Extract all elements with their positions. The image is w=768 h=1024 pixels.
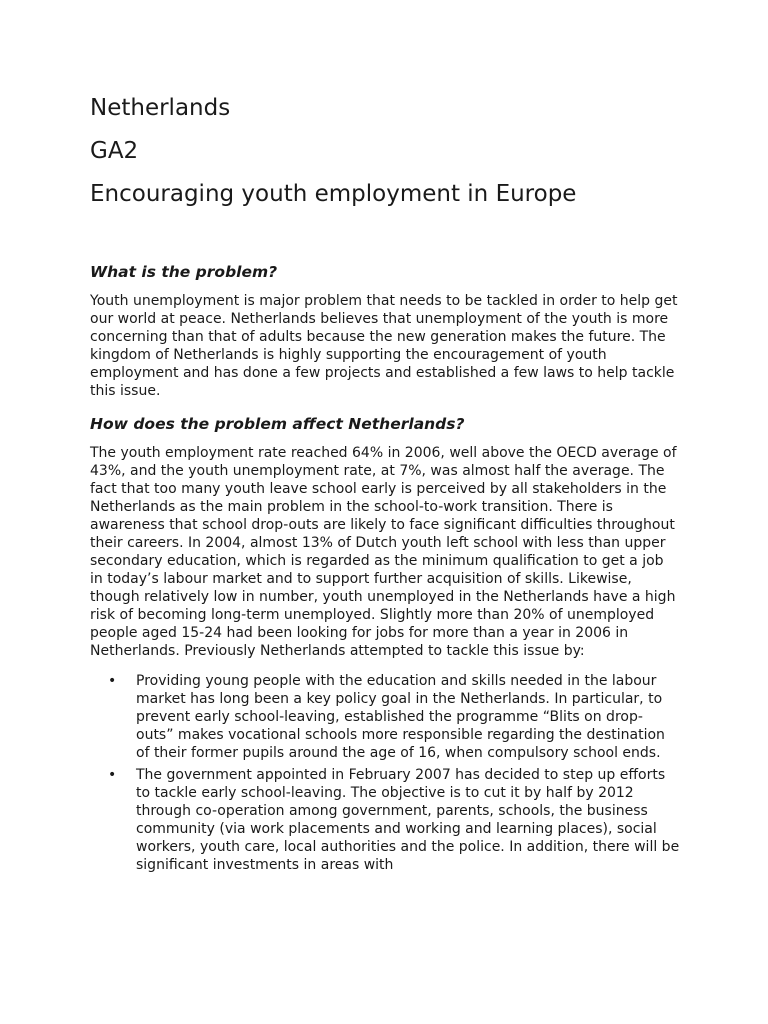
bullet-icon: • (108, 767, 117, 783)
list-item (90, 672, 680, 762)
country-title: Netherlands (90, 95, 231, 121)
title-spacer (90, 222, 728, 262)
topic-title: Encouraging youth employment in Europe (90, 181, 577, 207)
list-item-text: The government appointed in February 2007 has decided to step up efforts to tackle early school-leaving. The objective is to cut it by half by 2012 through co-operation among government, parents, schools, the business community (via work placements and working and learning places), social workers, youth care, local authorities and the police. In addition, there will be significant investments in areas with (136, 767, 680, 873)
committee-title: GA2 (90, 138, 139, 164)
section-paragraph-problem: Youth unemployment is major problem that needs to be tackled in order to help get our world at peace. Netherlands believes that unemployment of the youth is more concerning than that of adults because the new generation makes the future. The kingdom of Netherlands is highly supporting the encouragement of youth employment and has done a few projects and established a few laws to help tackle this issue. (90, 293, 678, 399)
list-item (90, 766, 680, 874)
section-heading-effect: How does the problem affect Netherlands? (90, 415, 465, 433)
section-paragraph-effect: The youth employment rate reached 64% in 2006, well above the OECD average of 43%, and the youth unemployment rate, at 7%, was almost half the average. The fact that too many youth leave school early is perceived by all stakeholders in the Netherlands as the main problem in the school-to-work transition. There is awareness that school drop-outs are likely to face significant difficulties throughout their careers. In 2004, almost 13% of Dutch youth left school with less than upper secondary education, which is regarded as the minimum qualification to get a job in today’s labour market and to support further acquisition of skills. Likewise, though relatively low in number, youth unemployed in the Netherlands have a high risk of becoming long-term unemployed. Slightly more than 20% of unemployed people aged 15-24 had been looking for jobs for more than a year in 2006 in Netherlands. Previously Netherlands attempted to tackle this issue by: (90, 445, 677, 659)
list-item-text: Providing young people with the education and skills needed in the labour market has long been a key policy goal in the Netherlands. In particular, to prevent early school-leaving, established the programme “Blits on drop-outs” makes vocational schools more responsible regarding the destination of their former pupils around the age of 16, when compulsory school ends. (136, 673, 665, 761)
bullet-icon: • (108, 673, 117, 689)
section-heading-problem: What is the problem? (90, 263, 278, 281)
measures-list (90, 672, 680, 874)
